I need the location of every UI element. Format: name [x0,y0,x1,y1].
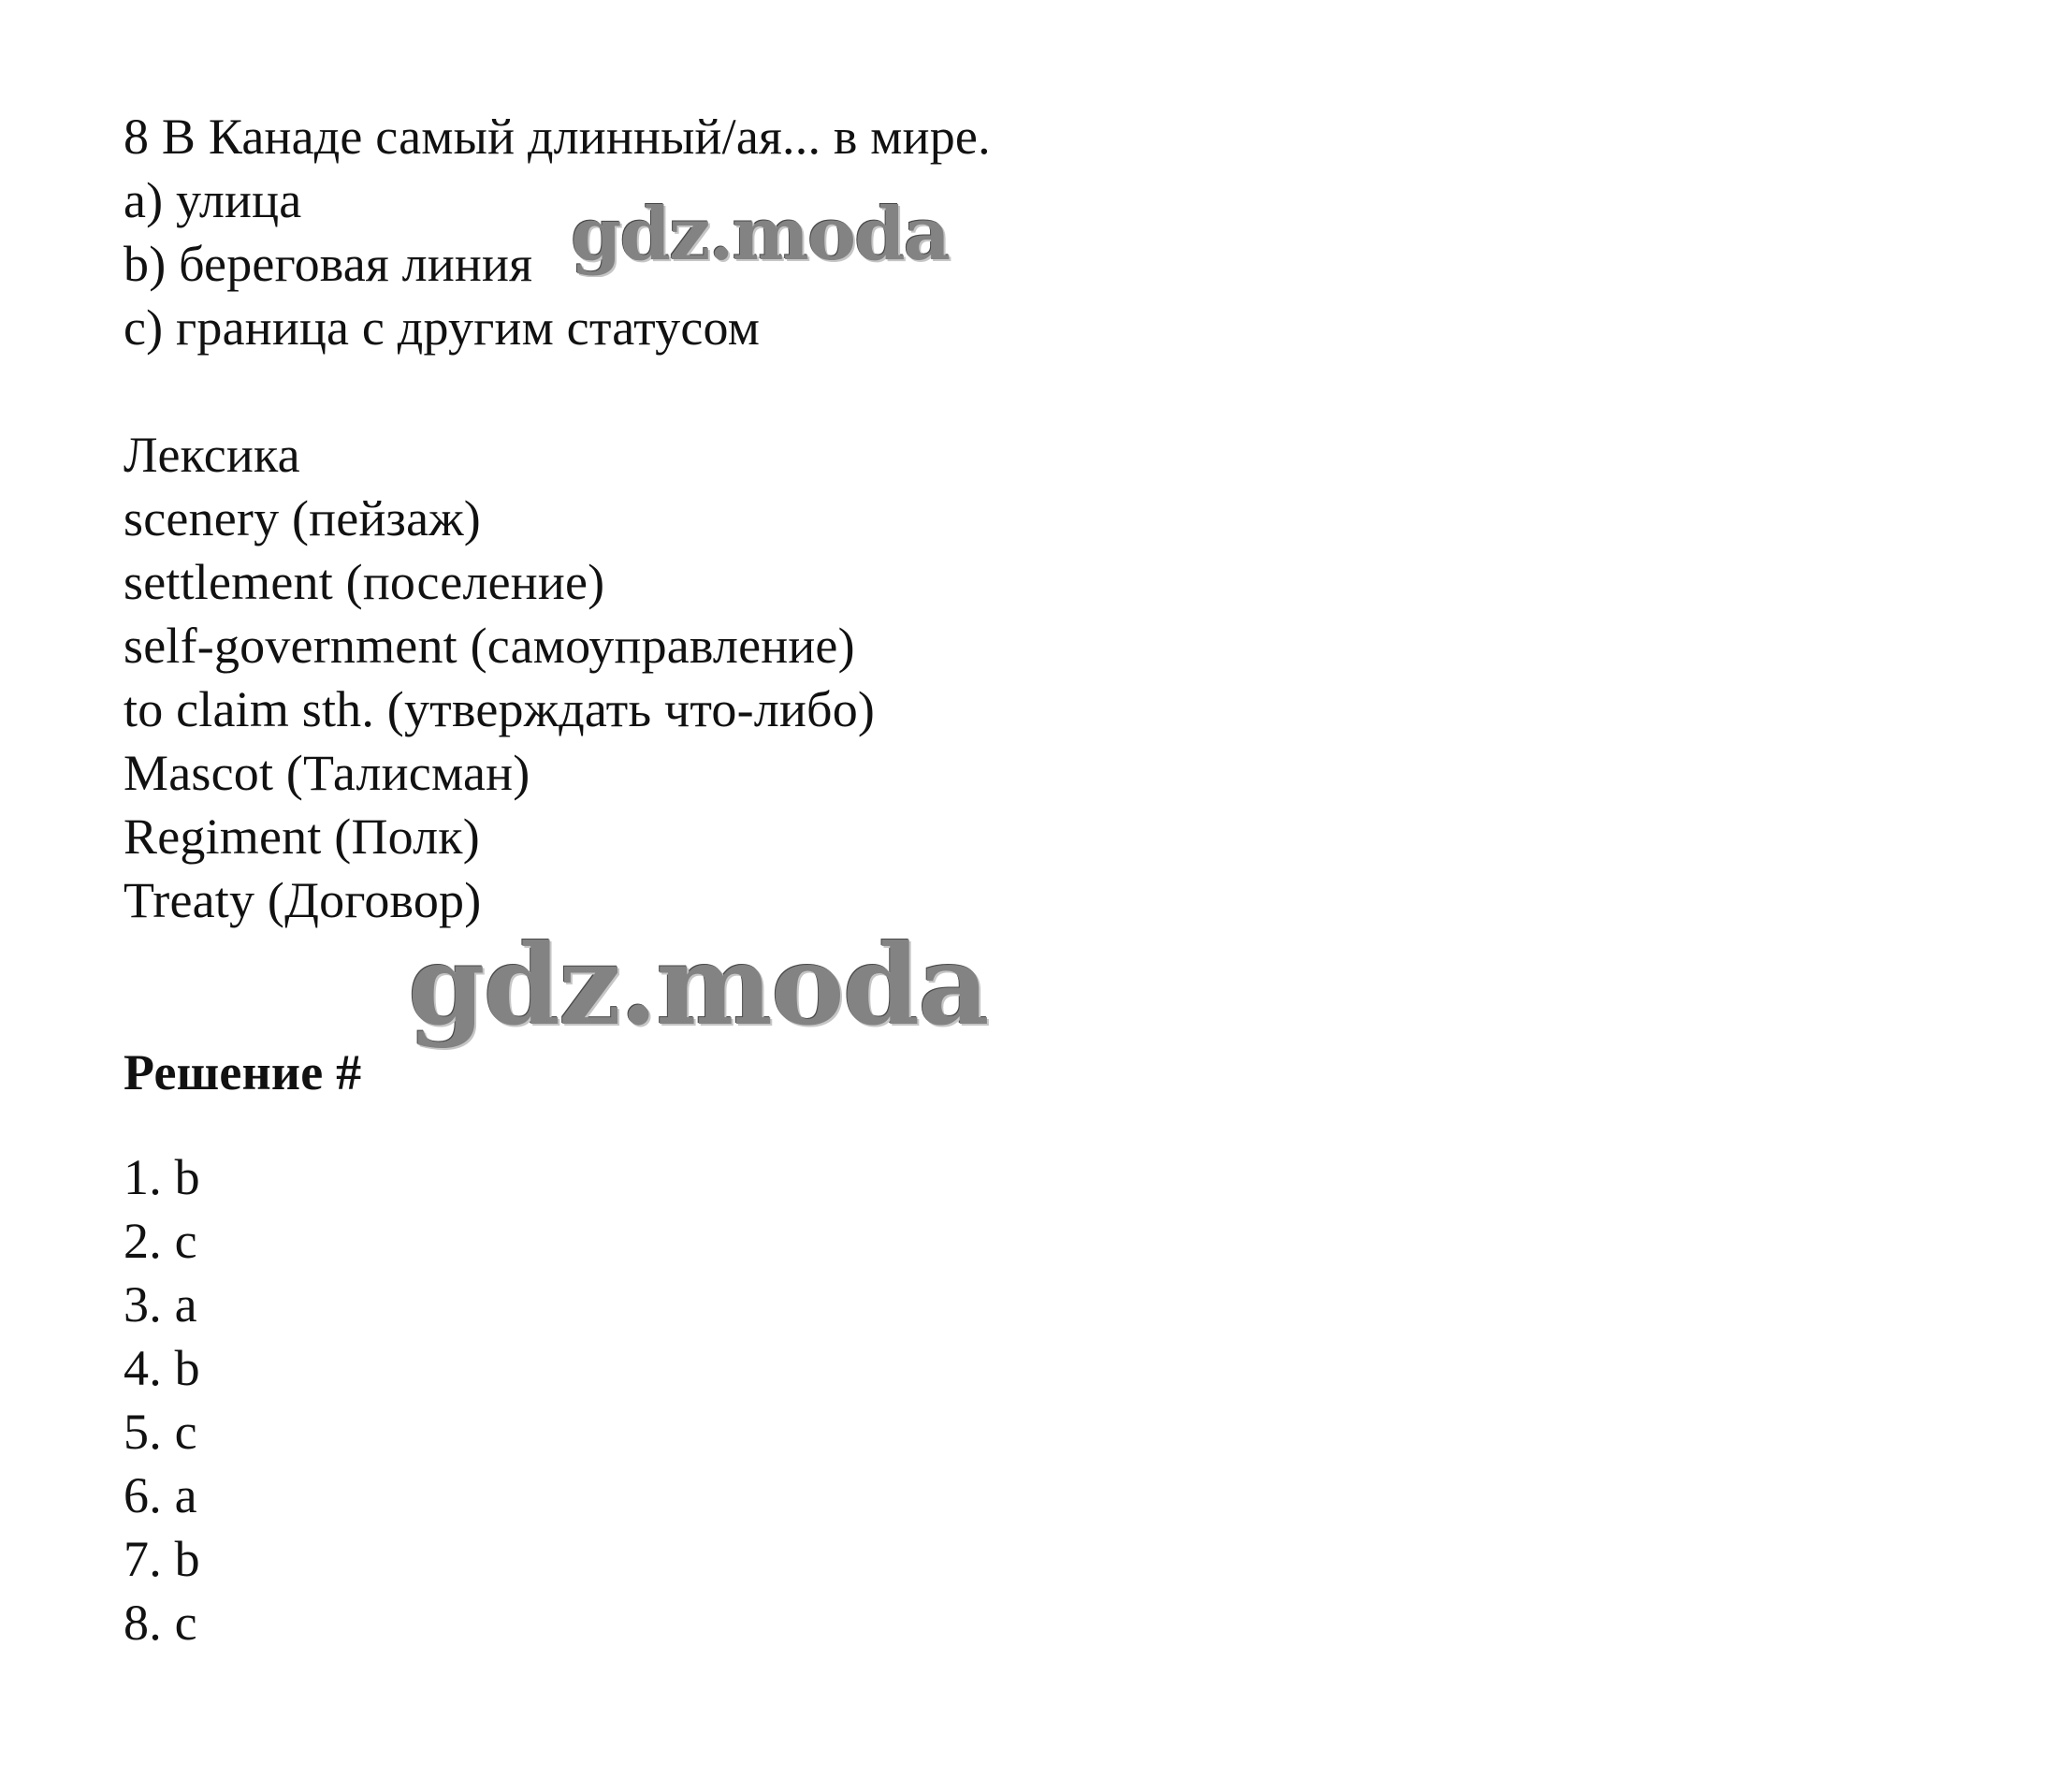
solution-answer: 2. c [123,1213,197,1269]
vocabulary-item: settlement (поселение) [123,554,605,610]
answer-option-c: c) граница с другим статусом [123,299,761,356]
solution-answer: 1. b [123,1149,200,1205]
vocabulary-heading: Лексика [123,427,300,483]
solution-answer: 5. c [123,1404,197,1460]
watermark-logo: gdz.moda [571,192,950,277]
solution-answer: 4. b [123,1340,200,1396]
vocabulary-item: Regiment (Полк) [123,809,480,865]
solution-answer: 7. b [123,1531,200,1587]
solution-heading: Решение # [123,1044,362,1100]
vocabulary-item: self-government (самоуправление) [123,618,855,674]
vocabulary-item: Mascot (Талисман) [123,745,530,801]
answer-option-a: a) улица [123,172,302,228]
vocabulary-item: scenery (пейзаж) [123,490,481,546]
question-stem: 8 В Канаде самый длинный/ая... в мире. [123,109,991,165]
solution-answer: 3. a [123,1276,197,1333]
watermark-logo: gdz.moda [408,920,988,1050]
solution-answer: 8. c [123,1595,197,1651]
answer-option-b: b) береговая линия [123,236,533,292]
vocabulary-item: to claim sth. (утверждать что-либо) [123,681,876,737]
solution-answer: 6. a [123,1467,197,1523]
vocabulary-item: Treaty (Договор) [123,872,482,928]
